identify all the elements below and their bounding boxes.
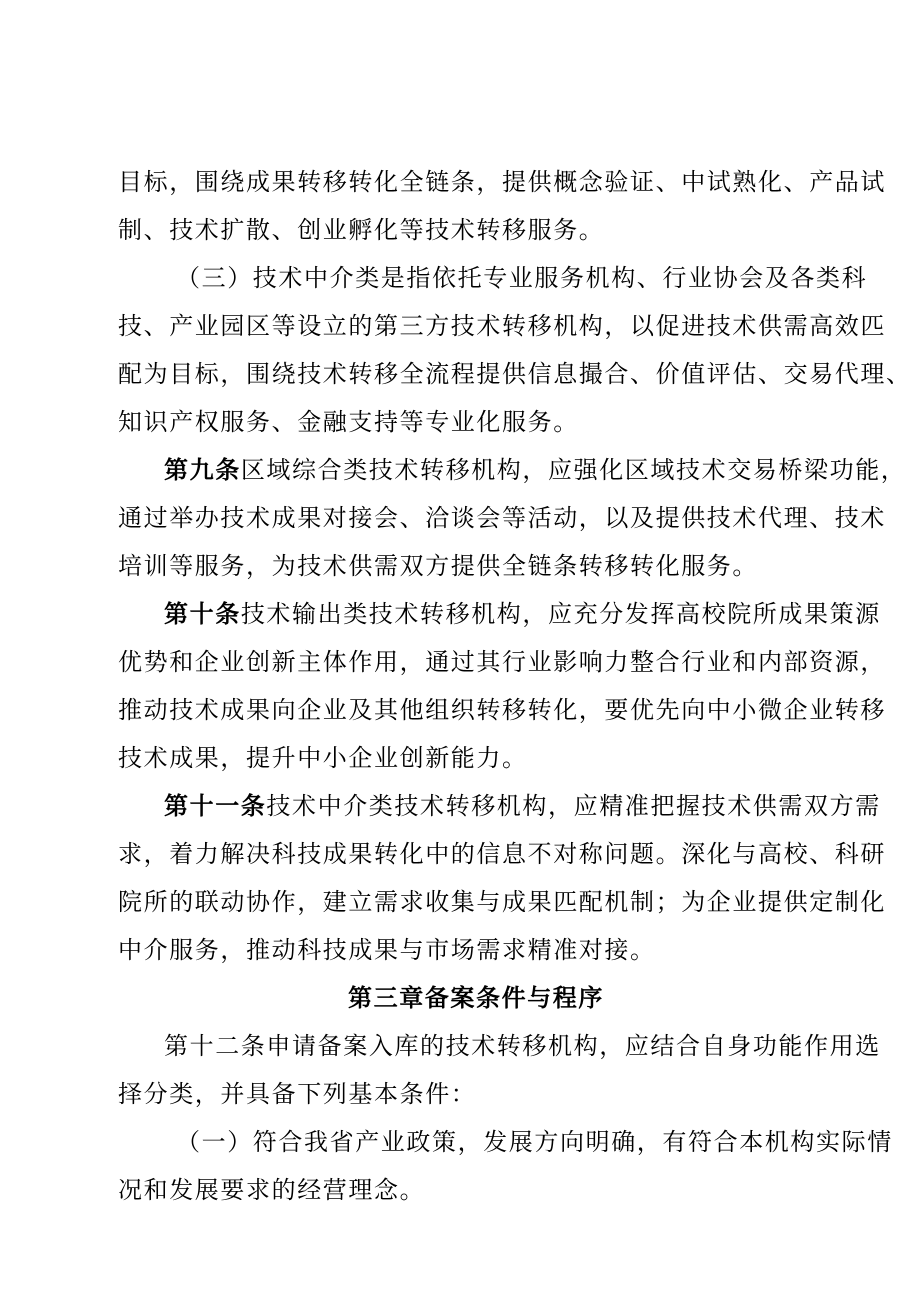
paragraph-line: 目标，围绕成果转移转化全链条，提供概念验证、中试熟化、产品试 [118,168,886,196]
paragraph-line: 院所的联动协作，建立需求收集与成果匹配机制；为企业提供定制化 [118,888,886,916]
article-10-first-line [164,598,881,630]
paragraph-line: 制、技术扩散、创业孵化等技术转移服务。 [118,216,605,244]
paragraph-line: 技术成果，提升中小企业创新能力。 [118,744,528,772]
paragraph-line: 推动技术成果向企业及其他组织转移转化，要优先向中小微企业转移 [118,696,886,724]
paragraph-line: 第十二条申请备案入库的技术转移机构，应结合自身功能作用选 [164,1032,881,1060]
paragraph-line: 中介服务，推动科技成果与市场需求精准对接。 [118,936,656,964]
article-11-first-line [164,790,881,822]
paragraph-line: 技、产业园区等设立的第三方技术转移机构，以促进技术供需高效匹 [118,312,886,340]
paragraph-line: 优势和企业创新主体作用，通过其行业影响力整合行业和内部资源， [118,648,886,676]
article-10-label: 第十条 [164,599,241,628]
paragraph-line: 择分类，并具备下列基本条件： [118,1080,477,1108]
paragraph-line: 通过举办技术成果对接会、洽谈会等活动，以及提供技术代理、技术 [118,504,886,532]
paragraph-line: 培训等服务，为技术供需双方提供全链条转移转化服务。 [118,552,758,580]
paragraph-line: 知识产权服务、金融支持等专业化服务。 [118,408,579,436]
article-9-text: 区域综合类技术转移机构，应强化区域技术交易桥梁功能， [240,456,907,484]
chapter-heading: 第三章备案条件与程序 [348,983,604,1012]
paragraph-line: 况和发展要求的经营理念。 [118,1176,426,1204]
paragraph-line: 配为目标，围绕技术转移全流程提供信息撮合、价值评估、交易代理、 [118,360,912,388]
article-9-label: 第九条 [164,455,241,484]
article-10-text: 技术输出类技术转移机构，应充分发挥高校院所成果策源 [240,600,881,628]
paragraph-line: 求，着力解决科技成果转化中的信息不对称问题。深化与高校、科研 [118,840,886,868]
paragraph-line: （三）技术中介类是指依托专业服务机构、行业协会及各类科 [176,264,868,292]
paragraph-line: （一）符合我省产业政策，发展方向明确，有符合本机构实际情 [176,1128,893,1156]
article-11-text: 技术中介类技术转移机构，应精准把握技术供需双方需 [266,792,881,820]
article-9-first-line [164,454,906,486]
article-11-label: 第十一条 [164,791,267,820]
